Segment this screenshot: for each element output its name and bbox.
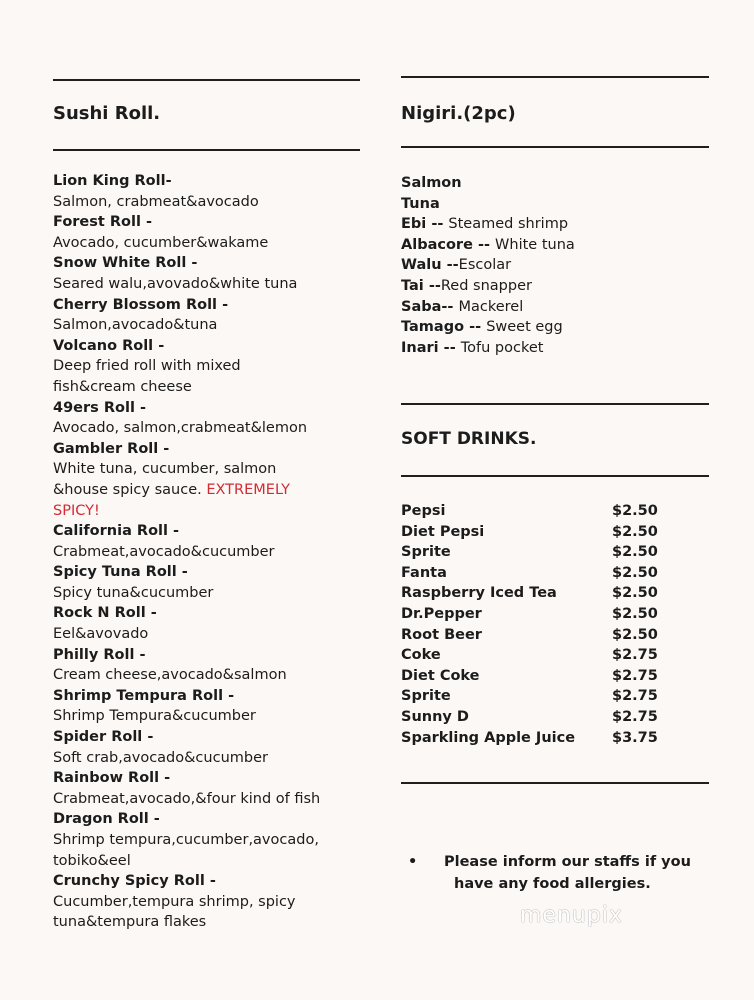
soft-drinks-list [401, 501, 701, 748]
sushi-roll-description: Salmon, crabmeat&avocado [53, 193, 259, 210]
drink-price: $2.50 [612, 564, 658, 581]
drink-price: $3.75 [612, 729, 658, 746]
sushi-roll-description: Eel&avovado [53, 626, 149, 643]
drinks-bottom-rule [401, 782, 709, 784]
sushi-roll-description: Shrimp tempura,cucumber,avocado, [53, 832, 319, 848]
nigiri-separator: -- [464, 319, 487, 336]
sushi-roll-name: Philly Roll - [53, 646, 146, 663]
drink-name: Sunny D [401, 708, 469, 725]
sushi-roll-description: Salmon,avocado&tuna [53, 317, 218, 334]
nigiri-name: Tamago [401, 319, 465, 336]
sushi-roll-item [53, 336, 320, 398]
sushi-roll-description: Soft crab,avocado&cucumber [53, 749, 268, 766]
drink-price: $2.50 [612, 605, 658, 622]
drink-name: Fanta [401, 564, 447, 581]
sushi-roll-item [53, 603, 320, 644]
drink-item [401, 645, 701, 666]
nigiri-name: Inari [401, 339, 439, 356]
nigiri-heading-rule [401, 146, 709, 148]
sushi-roll-description: Avocado, salmon,crabmeat&lemon [53, 420, 308, 437]
nigiri-item [401, 194, 575, 215]
sushi-roll-list [53, 171, 320, 933]
sushi-roll-description-text: tuna&tempura flakes [53, 914, 207, 931]
sushi-roll-description-cont [53, 912, 320, 933]
sushi-roll-name: Dragon Roll - [53, 811, 160, 828]
sushi-roll-description-text: fish&cream cheese [53, 378, 192, 395]
drink-item [401, 563, 701, 584]
nigiri-item [401, 235, 575, 256]
drink-name: Coke [401, 647, 441, 664]
sushi-roll-item [53, 809, 320, 871]
nigiri-separator: -- [441, 257, 459, 274]
sushi-roll-item [53, 645, 320, 686]
sushi-roll-item [53, 521, 320, 562]
nigiri-separator: -- [441, 298, 459, 315]
sushi-roll-item [53, 171, 320, 212]
spicy-warning: EXTREMELY [206, 481, 290, 498]
sushi-roll-description-cont [53, 377, 320, 398]
drink-item [401, 625, 701, 646]
sushi-roll-description: Spicy tuna&cucumber [53, 584, 214, 601]
drink-price: $2.75 [612, 708, 658, 725]
sushi-roll-name: Spicy Tuna Roll - [53, 564, 188, 581]
allergy-notice-line-1: Please inform our staffs if you [444, 854, 691, 870]
sushi-roll-name: Spider Roll - [53, 729, 154, 746]
nigiri-description: Steamed shrimp [448, 216, 569, 233]
allergy-notice-line-2: have any food allergies. [454, 876, 651, 892]
nigiri-item [401, 255, 575, 276]
sushi-roll-item [53, 562, 320, 603]
nigiri-list [401, 173, 575, 358]
drink-item [401, 583, 701, 604]
sushi-roll-description: Avocado, cucumber&wakame [53, 234, 269, 251]
sushi-roll-name: Rainbow Roll - [53, 770, 171, 787]
nigiri-item [401, 276, 575, 297]
sushi-roll-item [53, 439, 320, 521]
sushi-roll-name: Lion King Roll- [53, 173, 172, 189]
sushi-roll-name: Rock N Roll - [53, 605, 157, 622]
sushi-roll-item [53, 686, 320, 727]
drink-name: Root Beer [401, 626, 482, 643]
drink-name: Sprite [401, 688, 451, 705]
nigiri-description: Escolar [458, 257, 512, 274]
drink-price: $2.50 [612, 544, 658, 561]
sushi-roll-description: Shrimp Tempura&cucumber [53, 708, 256, 725]
sushi-roll-item [53, 727, 320, 768]
nigiri-heading: Nigiri.(2pc) [401, 103, 516, 124]
drink-item [401, 666, 701, 687]
nigiri-description: Mackerel [458, 298, 524, 315]
nigiri-name: Walu [401, 257, 442, 274]
nigiri-name: Albacore [401, 236, 473, 253]
sushi-roll-item [53, 768, 320, 809]
sushi-roll-item [53, 398, 320, 439]
nigiri-separator: -- [426, 216, 449, 233]
nigiri-item [401, 338, 575, 359]
sushi-roll-description: Cucumber,tempura shrimp, spicy [53, 893, 296, 910]
drink-price: $2.75 [612, 667, 658, 684]
sushi-roll-description-cont [53, 851, 320, 872]
drink-price: $2.50 [612, 626, 658, 643]
sushi-roll-description-text: tobiko&eel [53, 852, 131, 869]
nigiri-separator: -- [423, 277, 441, 294]
drink-name: Diet Coke [401, 667, 480, 684]
nigiri-item [401, 297, 575, 318]
drink-name: Sprite [401, 544, 451, 561]
sushi-roll-name: Snow White Roll - [53, 255, 198, 272]
sushi-roll-description-text: &house spicy sauce. [53, 481, 202, 498]
nigiri-description: White tuna [495, 236, 575, 253]
drinks-heading-rule [401, 475, 709, 477]
nigiri-item [401, 214, 575, 235]
sushi-roll-description: Seared walu,avovado&white tuna [53, 275, 298, 292]
nigiri-name: Tuna [401, 195, 440, 212]
sushi-roll-name: Shrimp Tempura Roll - [53, 687, 235, 704]
sushi-roll-name: Forest Roll - [53, 214, 153, 231]
sushi-roll-description: Deep fried roll with mixed [53, 358, 241, 375]
sushi-heading: Sushi Roll. [53, 103, 161, 124]
sushi-heading-rule [53, 149, 360, 151]
drink-price: $2.50 [612, 523, 658, 540]
nigiri-item [401, 173, 575, 194]
drinks-heading: SOFT DRINKS. [401, 429, 537, 449]
nigiri-description: Tofu pocket [460, 339, 544, 356]
drink-name: Raspberry Iced Tea [401, 585, 557, 602]
drink-price: $2.50 [612, 585, 658, 602]
drink-name: Sparkling Apple Juice [401, 729, 576, 746]
drink-item [401, 522, 701, 543]
nigiri-name: Salmon [401, 175, 462, 191]
sushi-roll-item [53, 212, 320, 253]
nigiri-top-rule [401, 76, 709, 78]
sushi-roll-description-cont [53, 480, 320, 501]
sushi-roll-description: White tuna, cucumber, salmon [53, 461, 277, 478]
sushi-roll-name: Gambler Roll - [53, 440, 170, 457]
drink-price: $2.75 [612, 647, 658, 664]
drink-item [401, 686, 701, 707]
sushi-roll-description: Cream cheese,avocado&salmon [53, 667, 287, 684]
drink-price: $2.50 [612, 503, 658, 519]
sushi-roll-name: Volcano Roll - [53, 337, 165, 354]
nigiri-name: Saba [401, 298, 442, 315]
sushi-roll-name: 49ers Roll - [53, 399, 146, 416]
sushi-roll-item [53, 253, 320, 294]
sushi-roll-name: Cherry Blossom Roll - [53, 296, 229, 313]
sushi-roll-item [53, 871, 320, 933]
sushi-roll-description: Crabmeat,avocado&cucumber [53, 543, 275, 560]
sushi-roll-name: Crunchy Spicy Roll - [53, 873, 216, 890]
bullet-icon: • [408, 854, 418, 870]
drink-name: Diet Pepsi [401, 523, 485, 540]
sushi-roll-item [53, 295, 320, 336]
drink-item [401, 707, 701, 728]
drink-item [401, 501, 701, 522]
drink-item [401, 728, 701, 749]
nigiri-separator: -- [472, 236, 496, 253]
sushi-roll-description: Crabmeat,avocado,&four kind of fish [53, 790, 321, 807]
nigiri-description: Red snapper [440, 277, 532, 294]
nigiri-item [401, 317, 575, 338]
nigiri-separator: -- [438, 339, 461, 356]
nigiri-description: Sweet egg [486, 319, 563, 336]
drink-price: $2.75 [612, 688, 658, 705]
nigiri-name: Ebi [401, 216, 427, 233]
drink-item [401, 542, 701, 563]
sushi-roll-name: California Roll - [53, 523, 180, 540]
spicy-warning-cont: SPICY! [53, 502, 100, 519]
drinks-top-rule [401, 403, 709, 405]
sushi-top-rule [53, 79, 360, 81]
watermark-logo: menupix [520, 903, 623, 928]
drink-name: Dr.Pepper [401, 605, 482, 622]
drink-name: Pepsi [401, 503, 446, 519]
nigiri-name: Tai [401, 277, 424, 294]
drink-item [401, 604, 701, 625]
